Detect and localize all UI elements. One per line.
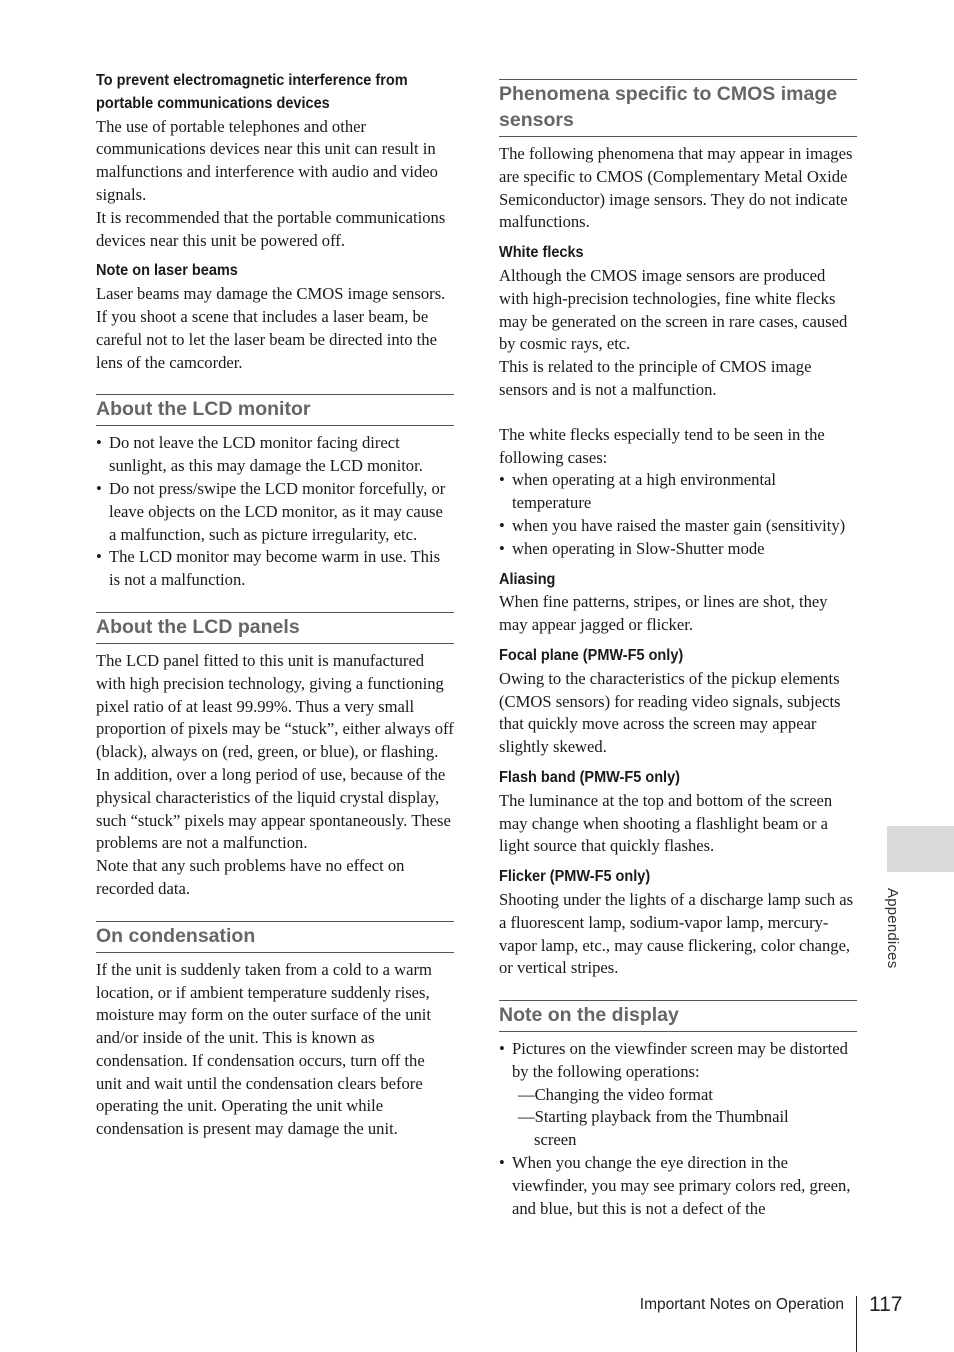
footer-section-label: Important Notes on Operation (639, 1296, 844, 1313)
left-column (96, 70, 454, 1141)
list-item-text: When you change the eye direction in the viewfinder, you may see primary colors red, green, and blue, but this is not a defect of the (512, 1153, 851, 1218)
emi-paragraph-1: The use of portable telephones and other communications devices near this unit can result in malfunctions and interference with audio and video signals. (96, 116, 438, 204)
bullet: • (499, 470, 505, 490)
list-item-text: Pictures on the viewfinder screen may be distorted by the following operations: (512, 1039, 848, 1081)
aliasing-heading: Aliasing (499, 570, 556, 588)
bullet: • (96, 478, 102, 498)
list-item-text: The LCD monitor may become warm in use. This is not a malfunction. (109, 547, 441, 590)
white-flecks-heading: White flecks (499, 244, 584, 262)
flicker-heading: Flicker (PMW-F5 only) (499, 868, 651, 886)
white-flecks-paragraph-1: Although the CMOS image sensors are produced with high-precision technologies, fine white flecks may be generated on the screen in rare cases, caused by cosmic rays, etc. (499, 265, 848, 354)
list-item-text: Do not leave the LCD monitor facing direct sunlight, as this may damage the LCD monitor. (109, 433, 423, 476)
list-item (499, 469, 857, 515)
list-item (499, 515, 857, 538)
list-item-text: when operating at a high environmental temperature (512, 470, 777, 513)
cmos-intro: The following phenomena that may appear in images are specific to CMOS (Complementary Metal Oxide Semiconductor) image sensors. They do not indicate malfunctions. (499, 144, 853, 232)
lcd-panels-paragraph-1: The LCD panel fitted to this unit is manufactured with high precision technology, giving a functioning pixel ratio of at least 99.99%. Thus a very small proportion of pixels may be “stuck”, either always off (black), always on (red, green, or blue), or flashing. In addition, over a long period of use, because of the physical characteristics of the liquid crystal display, such “stuck” pixels may appear spontaneously. These problems are not a malfunction. (96, 650, 454, 853)
bullet: • (499, 1039, 505, 1059)
lcd-monitor-list (96, 432, 454, 592)
dash-item-continued: screen (534, 1130, 577, 1150)
bullet: • (499, 538, 505, 558)
aliasing-paragraph: When fine patterns, stripes, or lines are shot, they may appear jagged or flicker. (499, 592, 828, 635)
focal-plane-heading: Focal plane (PMW-F5 only) (499, 646, 684, 664)
list-item (499, 1038, 857, 1084)
flash-band-heading: Flash band (PMW-F5 only) (499, 768, 680, 786)
page-number: 117 (869, 1293, 903, 1316)
cmos-title: Phenomena specific to CMOS image sensors (499, 79, 857, 137)
list-item-text: when operating in Slow-Shutter mode (512, 538, 765, 558)
bullet: • (499, 1153, 505, 1173)
list-item (96, 478, 454, 546)
footer-divider (856, 1296, 857, 1352)
list-item (96, 546, 454, 592)
focal-plane-paragraph: Owing to the characteristics of the pickup elements (CMOS sensors) for reading video signals, subjects that quickly move across the screen may appear slightly skewed. (499, 668, 841, 757)
white-flecks-paragraph-3: The white flecks especially tend to be seen in the following cases: (499, 424, 825, 467)
laser-paragraph: Laser beams may damage the CMOS image sensors. If you shoot a scene that includes a laser beam, be careful not to let the laser beam be directed into the lens of the camcorder. (96, 284, 446, 372)
condensation-paragraph: If the unit is suddenly taken from a cold to a warm location, or if ambient temperature suddenly rises, moisture may form on the outer surface of the unit and/or inside of the unit. This is known as condensation. If condensation occurs, turn off the unit and wait until the condensation clears before operating the unit. Operating the unit while condensation is present may damage the unit. (96, 959, 432, 1139)
lcd-panels-title: About the LCD panels (96, 612, 454, 644)
dash-item: —Changing the video format (518, 1084, 713, 1104)
white-flecks-list (499, 469, 857, 560)
flash-band-paragraph: The luminance at the top and bottom of the screen may change when shooting a flashlight beam or a light source that quickly flashes. (499, 790, 833, 856)
bullet: • (499, 515, 505, 535)
list-item-text: Do not press/swipe the LCD monitor forcefully, or leave objects on the LCD monitor, as it may cause a malfunction, such as picture irregularity, etc. (109, 478, 446, 544)
condensation-title: On condensation (96, 921, 454, 953)
emi-heading-line-2: portable communications devices (96, 94, 330, 112)
emi-heading-line-1: To prevent electromagnetic interference from (96, 72, 408, 89)
lcd-monitor-title: About the LCD monitor (96, 394, 454, 426)
bullet: • (96, 433, 102, 453)
section-tab-marker (887, 826, 954, 872)
list-item (499, 1152, 857, 1220)
flicker-paragraph: Shooting under the lights of a discharge lamp such as a fluorescent lamp, sodium-vapor lamp, mercury-vapor lamp, etc., may cause flickering, color change, or vertical stripes. (499, 889, 854, 978)
white-flecks-paragraph-2: This is related to the principle of CMOS image sensors and is not a malfunction. (499, 357, 812, 399)
side-section-label: Appendices (884, 888, 901, 969)
emi-heading (96, 70, 429, 116)
dash-item: —Starting playback from the Thumbnail (518, 1107, 789, 1127)
right-column (499, 79, 857, 1220)
emi-paragraph-2: It is recommended that the portable communications devices near this unit be powered off. (96, 207, 446, 250)
list-item (96, 432, 454, 478)
lcd-panels-paragraph-2: Note that any such problems have no effect on recorded data. (96, 856, 405, 898)
bullet: • (96, 547, 102, 567)
display-note-list (499, 1038, 857, 1220)
list-item-text: when you have raised the master gain (sensitivity) (512, 515, 846, 535)
laser-heading: Note on laser beams (96, 262, 238, 280)
display-note-title: Note on the display (499, 1000, 857, 1032)
list-item (499, 538, 857, 561)
